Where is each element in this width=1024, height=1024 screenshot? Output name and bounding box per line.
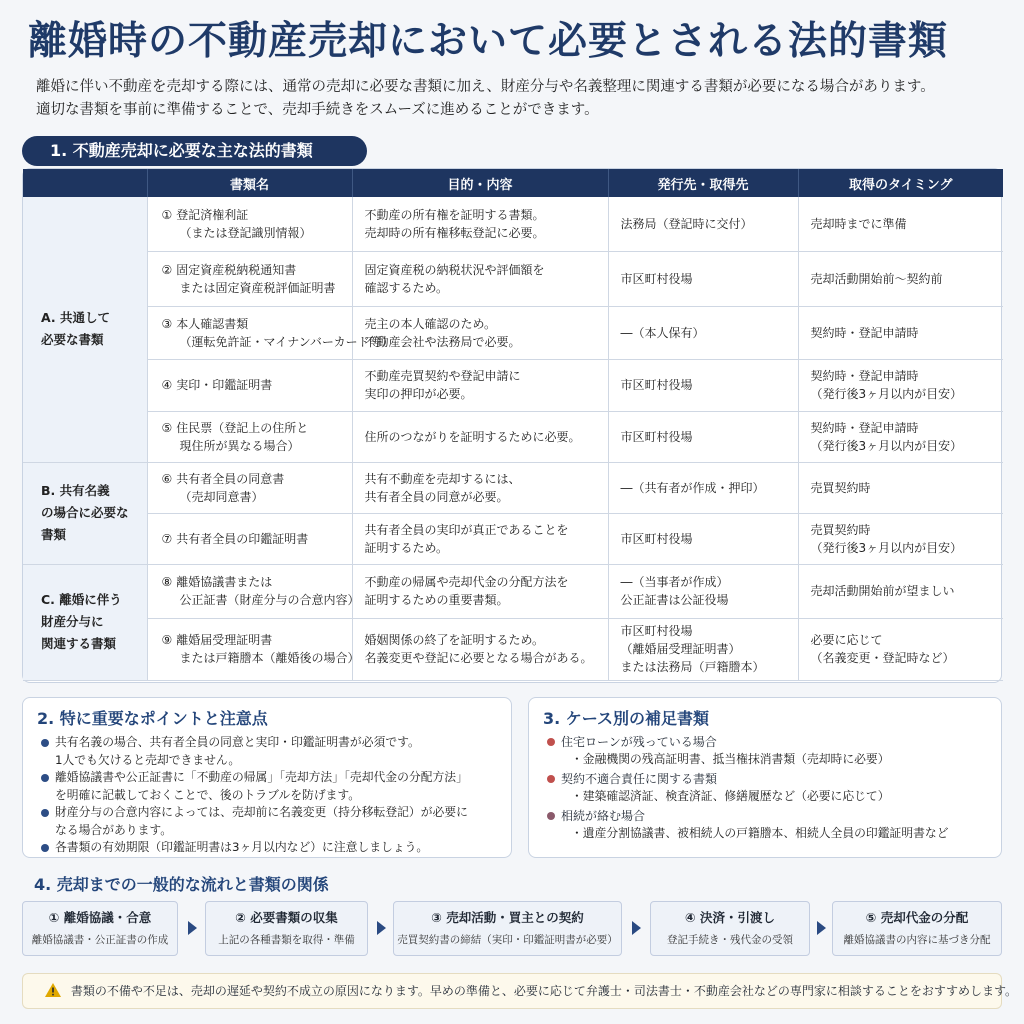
doc-name-line [162, 530, 340, 548]
doc-number: ⑦ [161, 531, 173, 546]
purpose-line: 実印の押印が必要。 [364, 387, 473, 401]
doc-name-text: 住民票（登記上の住所と [176, 420, 309, 435]
purpose-cell [352, 306, 608, 359]
point-line: なる場合があります。 [55, 822, 173, 837]
doc-number: ⑤ [161, 420, 173, 435]
section1-title: 1. 不動産売却に必要な主な法的書類 [22, 136, 367, 166]
doc-name-cell [147, 411, 352, 462]
issuer-line: 市区町村役場 [620, 531, 693, 546]
purpose-cell [352, 462, 608, 513]
issuer-line: 市区町村役場 [620, 429, 693, 444]
doc-name-line [162, 315, 340, 333]
timing-line: 売買契約時 [810, 480, 871, 495]
point-line: 財産分与の合意内容によっては、売却前に名義変更（持分移転登記）が必要に [55, 805, 468, 819]
header-doc-name: 書類名 [147, 169, 352, 197]
doc-name-cell [147, 251, 352, 306]
timing-line: （発行後3ヶ月以内が目安） [810, 438, 963, 453]
issuer-cell [608, 462, 798, 513]
doc-number: ⑧ [161, 575, 173, 589]
intro-line: 適切な書類を事前に準備することで、売却手続きをスムーズに進めることができます。 [36, 102, 599, 118]
timing-cell [798, 197, 1003, 251]
intro-line: 離婚に伴い不動産を売却する際には、通常の売却に必要な書類に加え、財産分与や名義整理に関連する書類が必要になる場合があります。 [36, 79, 935, 95]
timing-cell [798, 462, 1003, 513]
points-list [41, 734, 468, 857]
doc-name-text: 共有者全員の同意書 [176, 471, 285, 486]
doc-name-cell [147, 462, 352, 513]
purpose-line: 共有不動産を売却するには、 [364, 471, 521, 486]
purpose-line: 固定資産税の納税状況や評価額を [364, 262, 545, 277]
doc-name-subline: （売却同意書） [179, 489, 264, 504]
notice-text: 書類の不備や不足は、売却の遅延や契約不成立の原因になります。早めの準備と、必要に応じて弁護士・司法書士・不動産会社などの専門家に相談することをおすすめします。 [70, 984, 1018, 998]
issuer-cell [608, 618, 798, 680]
doc-name-cell [147, 359, 352, 411]
purpose-line: 不動産の帰属や売却代金の分配方法を [364, 575, 569, 589]
point-item [41, 804, 468, 839]
doc-number: ① [161, 207, 173, 222]
group-label-line: の場合に必要な [41, 505, 129, 520]
doc-number: ⑥ [161, 471, 173, 486]
doc-name-text: 実印・印鑑証明書 [176, 378, 273, 392]
header-group [23, 169, 147, 197]
timing-line: 売買契約時 [810, 522, 871, 537]
issuer-line: 公正証書は公証役場 [620, 593, 729, 607]
table-row [23, 251, 1003, 306]
doc-name-cell [147, 564, 360, 618]
case-item [547, 771, 949, 805]
table-row [23, 564, 1003, 618]
group-label-line: 必要な書類 [41, 332, 104, 348]
purpose-cell [352, 618, 608, 680]
purpose-line: 住所のつながりを証明するために必要。 [364, 429, 581, 444]
flow-step-desc: 離婚協議書・公正証書の作成 [31, 934, 169, 946]
issuer-cell [608, 197, 798, 251]
timing-line: 契約時・登記申請時 [810, 420, 919, 435]
header-purpose: 目的・内容 [352, 169, 608, 197]
section4-title: 4. 売却までの一般的な流れと書類の関係 [34, 875, 329, 894]
arrow-right-icon [377, 921, 386, 935]
case-title [547, 734, 949, 751]
point-line: を明確に記載しておくことで、後のトラブルを防げます。 [55, 787, 361, 802]
case-title-text: 契約不適合責任に関する書類 [561, 772, 718, 786]
point-item [41, 839, 468, 857]
issuer-line: 法務局（登記時に交付） [620, 216, 753, 231]
purpose-line: 証明するための重要書類。 [364, 593, 509, 607]
important-points-panel [22, 697, 512, 858]
table-row [23, 513, 1003, 564]
flow-step-box [205, 901, 368, 956]
doc-name-line [162, 419, 340, 437]
doc-number: ⑨ [161, 633, 173, 647]
header-timing: 取得のタイミング [798, 169, 1003, 197]
timing-line: 契約時・登記申請時 [810, 369, 919, 383]
intro-text [36, 76, 1006, 122]
issuer-cell [608, 306, 798, 359]
purpose-line: 共有者全員の実印が真正であることを [364, 522, 569, 537]
purpose-line: 確認するため。 [364, 280, 449, 295]
section2-title: 2. 特に重要なポイントと注意点 [37, 709, 268, 728]
purpose-cell [352, 564, 608, 618]
timing-line: 売却時までに準備 [810, 216, 907, 231]
doc-name-text: 固定資産税納税通知書 [176, 262, 297, 277]
flow-step-box [22, 901, 178, 956]
timing-line: 契約時・登記申請時 [810, 325, 919, 340]
flow-step-title: ② 必要書類の収集 [235, 910, 338, 925]
flow-step-box [393, 901, 622, 956]
purpose-line: 不動産売買契約や登記申請に [364, 369, 521, 383]
documents-table [22, 168, 1002, 683]
group-label-line: C. 離婚に伴う [41, 592, 122, 607]
purpose-line: 共有者全員の同意が必要。 [364, 489, 509, 504]
purpose-cell [352, 411, 608, 462]
header-issuer: 発行先・取得先 [608, 169, 798, 197]
doc-name-line [162, 631, 340, 649]
cases-list [547, 734, 949, 845]
case-bullet-icon [547, 775, 555, 783]
issuer-cell [608, 411, 798, 462]
table-row [23, 462, 1003, 513]
point-item [41, 769, 468, 804]
table-row [23, 197, 1003, 251]
doc-name-line [162, 470, 340, 488]
group-label-line: 関連する書類 [41, 636, 117, 651]
timing-line: （発行後3ヶ月以内が目安） [810, 387, 963, 401]
doc-name-subline: （運転免許証・マイナンバーカード等） [179, 334, 394, 349]
point-item [41, 734, 468, 769]
purpose-line: 名義変更や登記に必要となる場合がある。 [364, 651, 593, 665]
issuer-line: （離婚届受理証明書） [620, 642, 741, 656]
purpose-cell [352, 513, 608, 564]
issuer-line: 市区町村役場 [620, 378, 693, 392]
purpose-line: 売主の本人確認のため。 [364, 316, 497, 331]
issuer-line: または法務局（戸籍謄本） [620, 660, 765, 674]
table-row [23, 359, 1003, 411]
doc-name-text: 離婚届受理証明書 [176, 633, 273, 647]
purpose-line: 婚姻関係の終了を証明するため。 [364, 633, 545, 647]
supplementary-docs-panel [528, 697, 1002, 858]
case-title [547, 808, 949, 825]
timing-cell [798, 618, 1003, 680]
group-label-a [23, 197, 147, 462]
case-bullet-icon [547, 812, 555, 820]
arrow-right-icon [817, 921, 826, 935]
timing-line: 売却活動開始前〜契約前 [810, 271, 943, 286]
doc-number: ④ [161, 378, 173, 392]
purpose-cell [352, 359, 608, 411]
doc-name-cell [147, 513, 352, 564]
flow-step-title: ① 離婚協議・合意 [48, 910, 152, 925]
flow-step-box [650, 901, 810, 956]
timing-line: 必要に応じて [810, 633, 883, 647]
case-bullet-icon [547, 738, 555, 746]
case-detail: ・建築確認済証、検査済証、修繕履歴など（必要に応じて） [571, 789, 890, 803]
point-line: 1人でも欠けると売却できません。 [55, 752, 241, 767]
doc-name-line [162, 261, 340, 279]
point-line: 離婚協議書や公正証書に「不動産の帰属」「売却方法」「売却代金の分配方法」 [55, 770, 468, 784]
timing-line: （名義変更・登記時など） [810, 651, 955, 665]
purpose-cell [352, 251, 608, 306]
issuer-cell [608, 513, 798, 564]
issuer-line: 市区町村役場 [620, 624, 693, 638]
flow-step-desc: 離婚協議書の内容に基づき分配 [843, 934, 991, 946]
group-label-line: B. 共有名義 [41, 483, 110, 498]
doc-name-line [162, 206, 340, 224]
issuer-line: ―（共有者が作成・押印） [620, 480, 765, 495]
point-line: 各書類の有効期限（印鑑証明書は3ヶ月以内など）に注意しましょう。 [55, 840, 429, 854]
timing-cell [798, 411, 1003, 462]
timing-line: （発行後3ヶ月以内が目安） [810, 540, 963, 555]
issuer-cell [608, 359, 798, 411]
flow-step-box [832, 901, 1002, 956]
doc-name-subline: （または登記識別情報） [179, 225, 312, 240]
case-detail: ・金融機関の残高証明書、抵当権抹消書類（売却時に必要） [571, 752, 890, 766]
doc-name-text: 本人確認書類 [176, 316, 249, 331]
purpose-line: 証明するため。 [364, 540, 449, 555]
timing-cell [798, 306, 1003, 359]
doc-name-cell [147, 306, 394, 359]
doc-name-text: 登記済権利証 [176, 207, 249, 222]
doc-name-text: 共有者全員の印鑑証明書 [176, 531, 309, 546]
doc-name-subline: 現住所が異なる場合） [179, 438, 300, 453]
flow-step-desc: 登記手続き・残代金の受領 [667, 934, 793, 946]
section3-title: 3. ケース別の補足書類 [543, 709, 709, 728]
group-label-line: 財産分与に [41, 614, 104, 629]
issuer-line: ―（当事者が作成） [620, 575, 729, 589]
group-label-c [23, 564, 147, 680]
purpose-cell [352, 197, 608, 251]
timing-cell [798, 564, 1003, 618]
doc-name-subline: または固定資産税評価証明書 [179, 280, 336, 295]
doc-name-cell [147, 197, 352, 251]
flow-step-desc: 売買契約書の締結（実印・印鑑証明書が必要） [397, 934, 618, 946]
doc-name-cell [147, 618, 360, 680]
purpose-line: 不動産会社や法務局で必要。 [364, 334, 521, 349]
timing-cell [798, 251, 1003, 306]
table-row [23, 411, 1003, 462]
page-title: 離婚時の不動産売却において必要とされる法的書類 [28, 19, 949, 64]
timing-cell [798, 513, 1003, 564]
issuer-line: 市区町村役場 [620, 271, 693, 286]
case-title-text: 住宅ローンが残っている場合 [561, 735, 717, 749]
flow-step-title: ④ 決済・引渡し [685, 910, 775, 925]
doc-name-subline: または戸籍謄本（離婚後の場合） [179, 651, 360, 665]
arrow-right-icon [188, 921, 197, 935]
doc-name-text: 離婚協議書または [176, 575, 273, 589]
issuer-line: ―（本人保有） [620, 325, 705, 340]
table-row [23, 618, 1003, 680]
warning-icon [45, 983, 61, 997]
group-label-b [23, 462, 147, 564]
case-title-text: 相続が絡む場合 [561, 809, 646, 823]
flow-step-title: ③ 売却活動・買主との契約 [431, 910, 584, 925]
flow-step-title: ⑤ 売却代金の分配 [865, 910, 969, 925]
case-title [547, 771, 949, 788]
arrow-right-icon [632, 921, 641, 935]
purpose-line: 売却時の所有権移転登記に必要。 [364, 225, 545, 240]
doc-number: ③ [161, 316, 173, 331]
doc-name-line [162, 573, 340, 591]
timing-cell [798, 359, 1003, 411]
table-row [23, 306, 1003, 359]
group-label-line: A. 共通して [41, 310, 111, 326]
flow-step-desc: 上記の各種書類を取得・準備 [218, 934, 355, 946]
doc-name-subline: 公正証書（財産分与の合意内容） [179, 593, 360, 607]
timing-line: 売却活動開始前が望ましい [810, 584, 955, 598]
table-header-row [23, 169, 1003, 197]
purpose-line: 不動産の所有権を証明する書類。 [364, 207, 545, 222]
doc-number: ② [161, 262, 173, 277]
case-item [547, 808, 949, 842]
group-label-line: 書類 [41, 527, 67, 542]
point-line: 共有名義の場合、共有者全員の同意と実印・印鑑証明書が必須です。 [55, 735, 420, 749]
issuer-cell [608, 564, 798, 618]
doc-name-line [162, 376, 340, 394]
issuer-cell [608, 251, 798, 306]
case-detail: ・遺産分割協議書、被相続人の戸籍謄本、相続人全員の印鑑証明書など [571, 826, 949, 840]
warning-notice [22, 973, 1018, 1009]
case-item [547, 734, 949, 768]
